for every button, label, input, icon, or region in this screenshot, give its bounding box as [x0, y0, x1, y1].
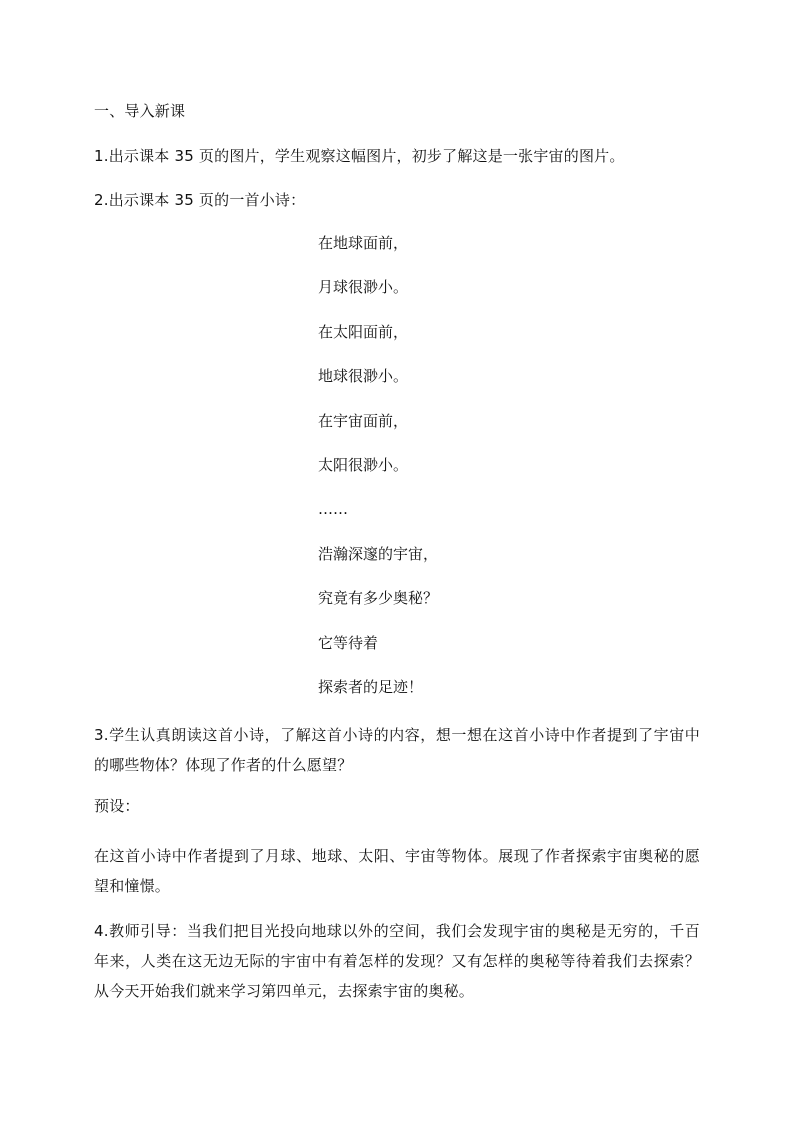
preset-label: 预设：	[94, 797, 140, 815]
poem-line: 探索者的足迹！	[318, 677, 424, 696]
poem-line: 在太阳面前，	[318, 322, 409, 341]
poem-line: 它等待着	[318, 633, 379, 652]
item-2-text: 2.出示课本 35 页的一首小诗：	[94, 191, 306, 209]
poem-line: 太阳很渺小。	[318, 455, 409, 474]
poem-line: ……	[318, 500, 348, 519]
item-4-text: 4.教师引导：当我们把目光投向地球以外的空间，我们会发现宇宙的奥秘是无穷的，千百年来，人类在这无边无际的宇宙中有着怎样的发现？又有怎样的奥秘等待着我们去探索？从今天开始我们就来学习第四单元，去探索宇宙的奥秘。	[94, 922, 700, 1000]
poem-line: 月球很渺小。	[318, 278, 409, 297]
poem-block	[318, 233, 438, 721]
item-3-text: 3.学生认真朗读这首小诗，了解这首小诗的内容，想一想在这首小诗中作者提到了宇宙中的哪些物体？体现了作者的什么愿望？	[94, 726, 700, 774]
section-title: 一、导入新课	[94, 102, 186, 120]
item-1-text: 1.出示课本 35 页的图片，学生观察这幅图片，初步了解这是一张宇宙的图片。	[94, 147, 625, 165]
poem-line: 地球很渺小。	[318, 367, 409, 386]
poem-line: 在地球面前，	[318, 234, 409, 252]
poem-line: 在宇宙面前，	[318, 411, 409, 430]
poem-line: 浩瀚深邃的宇宙，	[318, 544, 439, 563]
poem-line: 究竟有多少奥秘？	[318, 589, 439, 608]
preset-answer-text: 在这首小诗中作者提到了月球、地球、太阳、宇宙等物体。展现了作者探索宇宙奥秘的愿望和憧憬。	[94, 847, 700, 895]
